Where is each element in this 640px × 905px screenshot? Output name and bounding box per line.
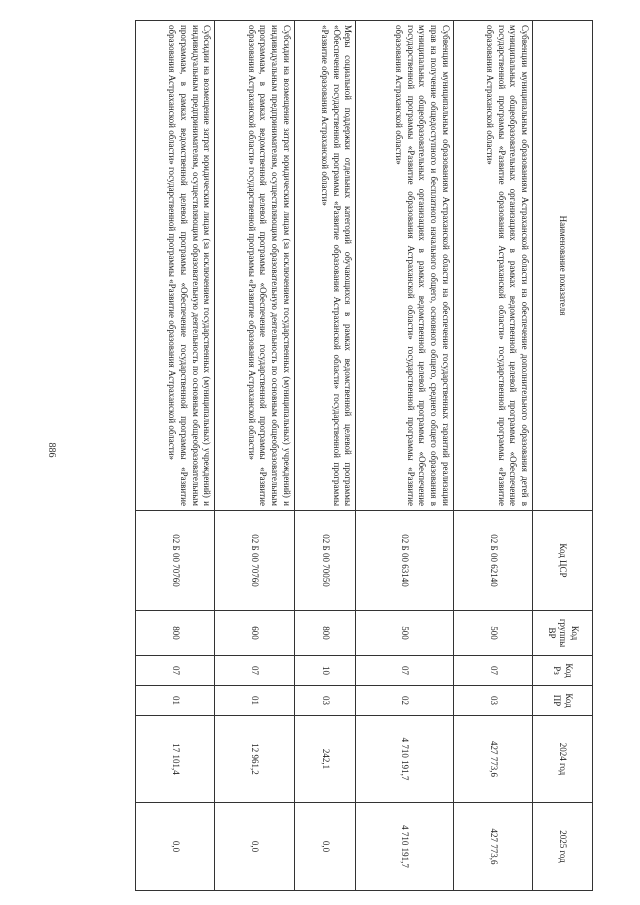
row-csr: 02 Б 00 70050: [294, 511, 355, 611]
row-2025: 427 773,6: [453, 803, 532, 891]
row-rz: 10: [294, 656, 355, 686]
header-name: Наименование показателя: [533, 21, 593, 511]
table-row: [136, 21, 215, 891]
row-pr: 01: [215, 686, 294, 716]
header-rz: Код Рз: [533, 656, 593, 686]
row-pr: 02: [356, 686, 453, 716]
row-vr: 500: [356, 611, 453, 656]
row-2024: 242,1: [294, 716, 355, 803]
row-pr: 03: [294, 686, 355, 716]
row-csr: 02 Б 00 70760: [215, 511, 294, 611]
table-row: [294, 21, 355, 891]
table-row: [453, 21, 532, 891]
row-rz: 07: [453, 656, 532, 686]
row-2024: 427 773,6: [453, 716, 532, 803]
row-2025: 4 710 191,7: [356, 803, 453, 891]
table-row: [215, 21, 294, 891]
row-name: Субсидии на возмещение затрат юридическим лицам (за исключением государственных (муниципальных) учреждений) и индивидуальным предпринимателям, осуществляющим образовательную деятельность по основным общеобразовательным программам, в рамках ведомственной целевой программы «Обеспечение государственной программы «Развитие образования Астраханской области» государственной программы «Развитие образования Астраханской области»: [136, 21, 215, 511]
header-csr: Код ЦСР: [533, 511, 593, 611]
header-2025: 2025 год: [533, 803, 593, 891]
row-2024: 17 101,4: [136, 716, 215, 803]
budget-table-rotated: [135, 20, 593, 890]
row-vr: 800: [136, 611, 215, 656]
budget-table: [135, 20, 593, 891]
header-2024: 2024 год: [533, 716, 593, 803]
row-2025: 0,0: [136, 803, 215, 891]
row-2024: 4 710 191,7: [356, 716, 453, 803]
row-2025: 0,0: [294, 803, 355, 891]
row-2025: 0,0: [215, 803, 294, 891]
table-row: [356, 21, 453, 891]
row-csr: 02 Б 00 63140: [356, 511, 453, 611]
header-vr: Код группы ВР: [533, 611, 593, 656]
row-name: Меры социальной поддержки отдельных категорий обучающихся в рамках ведомственной целевой программы «Обеспечение государственной программы «Развитие образования Астраханской области» государственной программы «Развитие образования Астраханской области»: [294, 21, 355, 511]
row-name: Субвенции муниципальным образованиям Астраханской области на обеспечение государственных гарантий реализации прав на получение общедоступного и бесплатного начального общего, основного общего, среднего общего образования в муниципальных общеобразовательных организациях в рамках ведомственной целевой программы «Обеспечение государственной программы «Развитие образования Астраханской области» государственной программы «Развитие образования Астраханской области»: [356, 21, 453, 511]
row-rz: 07: [136, 656, 215, 686]
row-2024: 12 961,2: [215, 716, 294, 803]
table-header-row: [533, 21, 593, 891]
row-pr: 03: [453, 686, 532, 716]
row-vr: 500: [453, 611, 532, 656]
row-name: Субвенции муниципальным образованиям Астраханской области на обеспечение дополнительного образования детей в муниципальных общеобразовательных организациях в рамках ведомственной целевой программы «Обеспечение государственной программы «Развитие образования Астраханской области» государственной программы «Развитие образования Астраханской области»: [453, 21, 532, 511]
row-rz: 07: [356, 656, 453, 686]
row-vr: 800: [294, 611, 355, 656]
header-pr: Код ПР: [533, 686, 593, 716]
page-number: 886: [46, 442, 57, 458]
row-name: Субсидии на возмещение затрат юридическим лицам (за исключением государственных (муниципальных) учреждений) и индивидуальным предпринимателям, осуществляющим образовательную деятельность по основным общеобразовательным программам, в рамках ведомственной целевой программы «Обеспечение государственной программы «Развитие образования Астраханской области» государственной программы «Развитие образования Астраханской области»: [215, 21, 294, 511]
row-rz: 07: [215, 656, 294, 686]
row-csr: 02 Б 00 62140: [453, 511, 532, 611]
row-csr: 02 Б 00 70760: [136, 511, 215, 611]
row-pr: 01: [136, 686, 215, 716]
row-vr: 600: [215, 611, 294, 656]
